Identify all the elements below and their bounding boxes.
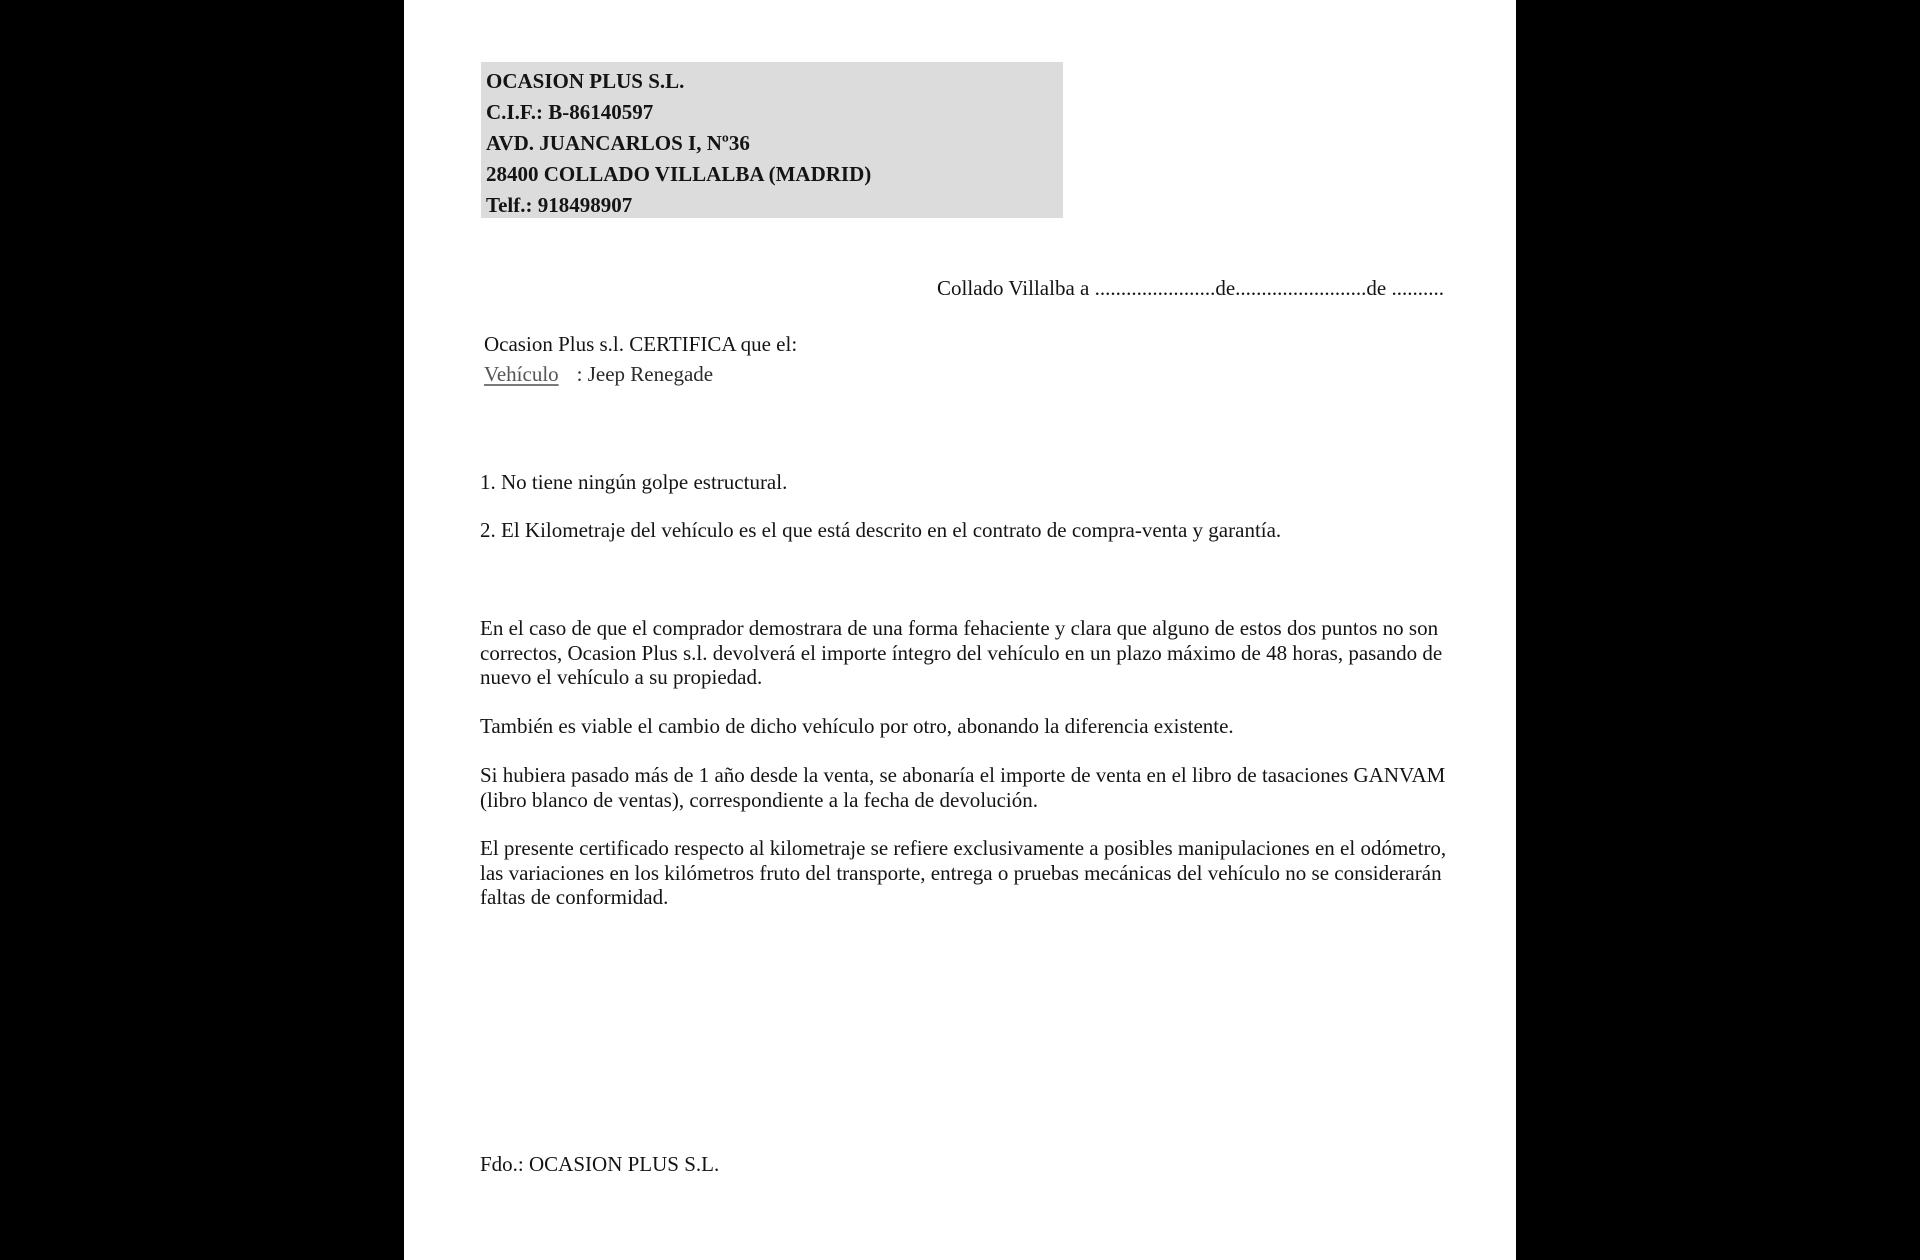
point-item: 2. El Kilometraje del vehículo es el que está descrito en el contrato de compra-venta y garantía. [480, 518, 1282, 542]
signature: Fdo.: OCASION PLUS S.L. [480, 1152, 720, 1176]
date-line: Collado Villalba a .......................de.........................de .......... [937, 276, 1444, 300]
paragraph-ganvam: Si hubiera pasado más de 1 año desde la venta, se abonaría el importe de venta en el libro de tasaciones GANVAM (libro blanco de ventas), correspondiente a la fecha de devolución. [480, 763, 1446, 812]
company-city: 28400 COLLADO VILLALBA (MADRID) [486, 162, 872, 186]
document-page [404, 0, 1516, 1260]
vehicle-label: Vehículo [484, 362, 559, 386]
vehicle-line [484, 362, 713, 387]
vehicle-value: : Jeep Renegade [576, 362, 714, 386]
company-phone: Telf.: 918498907 [486, 193, 633, 217]
paragraph-odometer: El presente certificado respecto al kilometraje se refiere exclusivamente a posibles manipulaciones en el odómetro, las variaciones en los kilómetros fruto del transporte, entrega o pruebas mecánicas del vehículo no se considerarán faltas de conformidad. [480, 836, 1447, 909]
paragraph-exchange: También es viable el cambio de dicho vehículo por otro, abonando la diferencia existente. [480, 714, 1234, 738]
company-name: OCASION PLUS S.L. [486, 69, 685, 93]
company-header-box [481, 62, 1063, 218]
company-cif: C.I.F.: B-86140597 [486, 100, 654, 124]
paragraph-refund: En el caso de que el comprador demostrara de una forma fehaciente y clara que alguno de estos dos puntos no son correctos, Ocasion Plus s.l. devolverá el importe íntegro del vehículo en un plazo máximo de 48 horas, pasando de nuevo el vehículo a su propiedad. [480, 616, 1443, 689]
certificate-intro: Ocasion Plus s.l. CERTIFICA que el: [484, 332, 798, 356]
company-address: AVD. JUANCARLOS I, Nº36 [486, 131, 750, 155]
point-item: 1. No tiene ningún golpe estructural. [480, 470, 788, 494]
